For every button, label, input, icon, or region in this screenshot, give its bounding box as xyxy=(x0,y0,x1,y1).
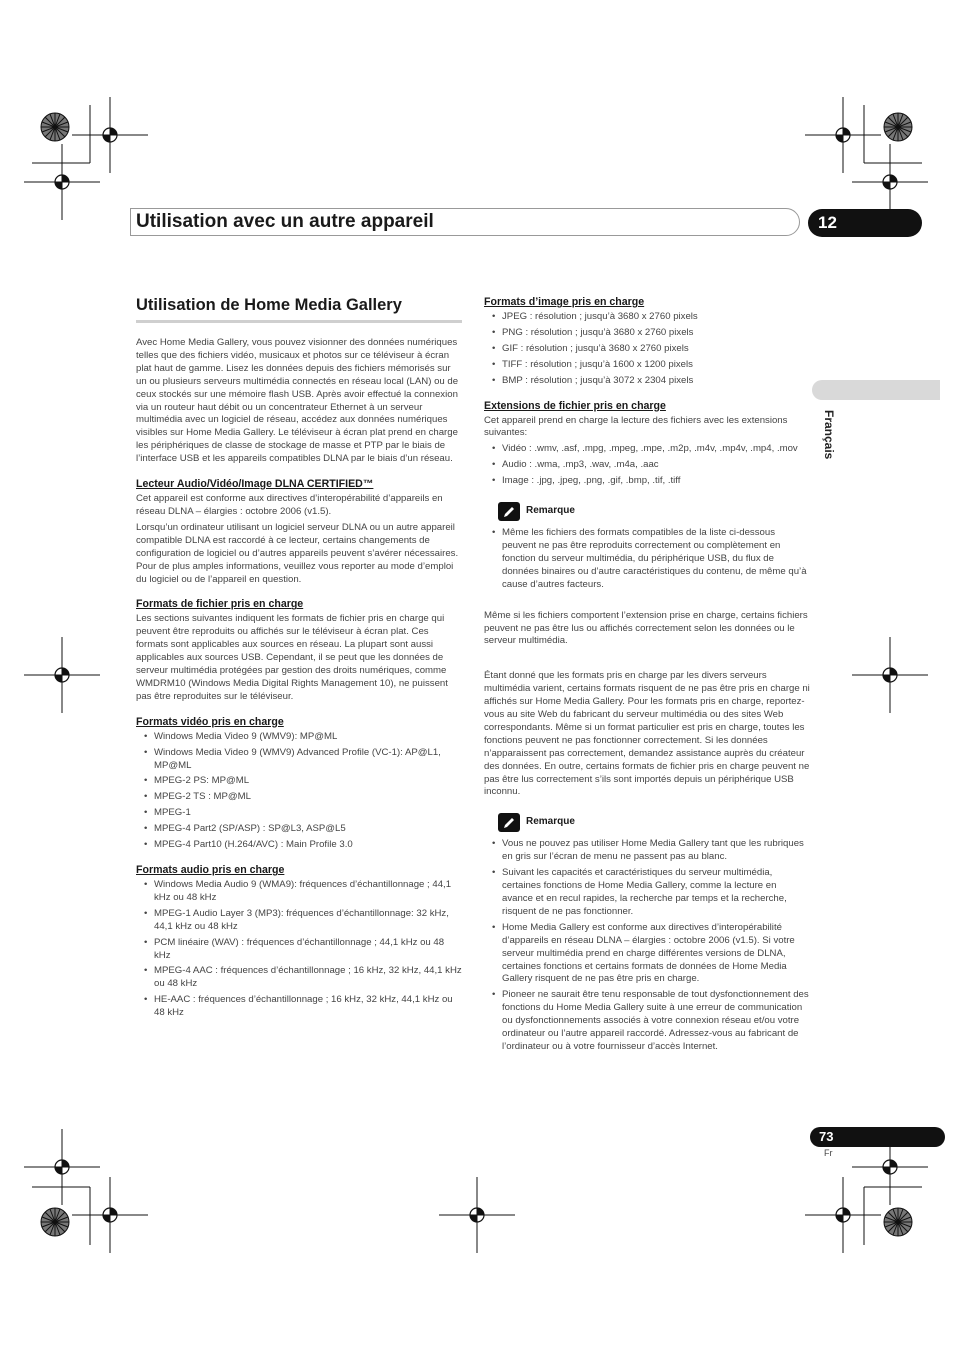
list-item: • Windows Media Video 9 (WMV9) Advanced Profile (VC-1): AP@L1, MP@ML xyxy=(136,747,462,773)
list-item: • PNG : résolution ; jusqu’à 3680 x 2760 pixels xyxy=(484,327,810,340)
note-label: Remarque xyxy=(526,816,575,828)
dlna-paragraph-2: Lorsqu’un ordinateur utilisant un logiciel serveur DLNA ou un autre appareil compatible DLNA est raccordé à ce lecteur, certains changements de configuration de logiciel ou d’autres appareils peuvent s’avérer nécessaires. Pour de plus amples informations, veuillez vous reporter au mode d’emploi du logiciel ou de l’appareil en question. xyxy=(136,521,459,585)
list-item: • Suivant les capacités et caractéristiques du serveur multimédia, certaines fonctions de Home Media Gallery, comme la lecture en avance et en recul rapides, la recherche par temps et la recherche, risquent de ne pas fonctionner. xyxy=(484,867,810,919)
intro-paragraph: Avec Home Media Gallery, vous pouvez visionner des données numériques telles que des fichiers vidéo, musicaux et photos sur ce téléviseur à écran plat haut de gamme. Lisez les données depuis des fichiers mémorisés sur un ou plusieurs serveurs multimédia connectés en réseau local (LAN) ou de ceux stockés sur une mémoire flash USB. Après avoir effectué la connexion via un routeur haut débit ou un concentrateur Ethernet à un serveur multimédia avec un logiciel de réseau, accédez aux données numériques visibles sur Home Media Gallery. Le téléviseur à écran plat prend en charge les périphériques de classe de stockage de masse et PTP par le biais de l’interface USB et les appareils compatibles DLNA par le biais d’un réseau. xyxy=(136,337,459,465)
file-formats-heading: Formats de fichier pris en charge xyxy=(136,598,304,611)
note-list-1 xyxy=(484,527,810,592)
list-item: • MPEG-4 AAC : fréquences d’échantillonnage ; 16 kHz, 32 kHz, 44,1 kHz ou 48 kHz xyxy=(136,965,462,991)
note-label: Remarque xyxy=(526,505,575,517)
list-item: • MPEG-1 Audio Layer 3 (MP3): fréquences d’échantillonnage: 32 kHz, 44,1 kHz ou 48 kHz xyxy=(136,908,462,934)
right-column xyxy=(484,296,810,1057)
note-header-1 xyxy=(498,502,810,521)
video-formats-heading: Formats vidéo pris en charge xyxy=(136,715,284,728)
list-item: • BMP : résolution ; jusqu’à 3072 x 2304 pixels xyxy=(484,375,810,388)
page-header-title: Utilisation avec un autre appareil xyxy=(136,211,434,232)
pencil-note-icon xyxy=(498,502,520,521)
extensions-paragraph: Cet appareil prend en charge la lecture des fichiers avec les extensions suivantes: xyxy=(484,414,788,439)
chapter-number-badge: 12 xyxy=(808,209,922,237)
language-tab xyxy=(812,380,940,400)
list-item: • JPEG : résolution ; jusqu’à 3680 x 2760 pixels xyxy=(484,311,810,324)
compat-paragraph-1: Même si les fichiers comportent l’extension prise en charge, certains fichiers peuvent ne pas être lus ou affichés correctement selon les données ou le serveur multimédia. xyxy=(484,609,808,647)
note-header-2 xyxy=(498,813,810,832)
list-item: • MPEG-1 xyxy=(136,807,462,820)
dlna-paragraph-1: Cet appareil est conforme aux directives d’interopérabilité d’appareils en réseau DLNA – élargies : octobre 2006 (v1.5). xyxy=(136,493,443,517)
list-item: • Audio : .wma, .mp3, .wav, .m4a, .aac xyxy=(484,459,810,472)
page-language-code: Fr xyxy=(824,1148,833,1158)
left-column xyxy=(136,294,462,1023)
audio-formats-heading: Formats audio pris en charge xyxy=(136,864,285,876)
note-list-2 xyxy=(484,838,810,1054)
extensions-list xyxy=(484,443,810,488)
list-item: • Vidéo : .wmv, .asf, .mpg, .mpeg, .mpe, .m2p, .m4v, .mp4v, .mp4, .mov xyxy=(484,443,810,456)
list-item: • TIFF : résolution ; jusqu’à 1600 x 1200 pixels xyxy=(484,359,810,372)
image-formats-list xyxy=(484,311,810,388)
list-item: • MPEG-4 Part2 (SP/ASP) : SP@L3, ASP@L5 xyxy=(136,823,462,836)
list-item: • HE-AAC : fréquences d’échantillonnage ; 16 kHz, 32 kHz, 44,1 kHz ou 48 kHz xyxy=(136,994,462,1020)
video-formats-list xyxy=(136,731,462,852)
dlna-heading: Lecteur Audio/Vidéo/Image DLNA CERTIFIED™ xyxy=(136,478,374,491)
language-label: Français xyxy=(822,410,836,460)
list-item: • Vous ne pouvez pas utiliser Home Media Gallery tant que les rubriques en gris sur l’écran de menu ne passent pas au blanc. xyxy=(484,838,810,864)
list-item: • Home Media Gallery est conforme aux directives d’interopérabilité d’appareils en réseau DLNA – élargies : octobre 2006 (v1.5). Si votre serveur multimédia prend en charge différentes versions de DLNA, certaines fonctions et certains formats de données de Home Media Gallery risquent de ne pas être pris en charge. xyxy=(484,922,810,987)
list-item: • Pioneer ne saurait être tenu responsable de tout dysfonctionnement des fonctions du Home Media Gallery suite à une erreur de communication ou dysfonctionnements associés à votre connexion réseau et/ou votre ordinateur ou l’autre appareil raccordé. Adressez-vous au fabricant de l’ordinateur ou à votre fournisseur d’accès Internet. xyxy=(484,989,810,1054)
list-item: • MPEG-4 Part10 (H.264/AVC) : Main Profile 3.0 xyxy=(136,839,462,852)
compat-paragraph-2: Étant donné que les formats pris en charge par les divers serveurs multimédia varient, certains formats risquent de ne pas être pris en charge ni affichés sur Home Media Gallery. Pour les formats pris en charge, reportez-vous au site Web du fabricant du serveur multimédia ou des sites Web correspondants. Même si un format particulier est pris en charge, toutes les fonctions peuvent ne pas fonctionner correctement. Si les données n’apparaissent pas correctement, demandez assistance auprès du créateur des données. En outre, certains formats de fichier pris en charge peuvent ne pas être lus correctement s’ils sont importés depuis un périphérique USB inconnu. xyxy=(484,670,810,798)
page-number-badge: 73 xyxy=(810,1127,945,1147)
pencil-note-icon xyxy=(498,813,520,832)
audio-formats-list xyxy=(136,879,462,1020)
list-item: • MPEG-2 TS : MP@ML xyxy=(136,791,462,804)
image-formats-heading: Formats d’image pris en charge xyxy=(484,296,645,308)
extensions-heading: Extensions de fichier pris en charge xyxy=(484,399,666,412)
list-item: • Image : .jpg, .jpeg, .png, .gif, .bmp, .tif, .tiff xyxy=(484,475,810,488)
list-item: • PCM linéaire (WAV) : fréquences d’échantillonnage ; 44,1 kHz ou 48 kHz xyxy=(136,937,462,963)
file-formats-paragraph: Les sections suivantes indiquent les formats de fichier pris en charge qui peuvent être reproduits ou affichés sur le téléviseur à écran plat. Ces formats sont applicables aux sources en réseau. La plupart sont aussi applicables aux sources USB. Cependant, il se peut que les données de serveur multimédia protégées par gestion des droits numériques, comme WMDRM10 (Windows Media Digital Rights Management 10), ne puissent pas être reproduites sur le téléviseur. xyxy=(136,613,448,702)
list-item: • MPEG-2 PS: MP@ML xyxy=(136,775,462,788)
section-title: Utilisation de Home Media Gallery xyxy=(136,294,462,323)
list-item: • Windows Media Audio 9 (WMA9): fréquences d’échantillonnage ; 44,1 kHz ou 48 kHz xyxy=(136,879,462,905)
list-item: • Windows Media Video 9 (WMV9): MP@ML xyxy=(136,731,462,744)
list-item: • GIF : résolution ; jusqu’à 3680 x 2760 pixels xyxy=(484,343,810,356)
list-item: • Même les fichiers des formats compatibles de la liste ci-dessous peuvent ne pas être reproduits correctement ou complètement en fonction du serveur multimédia, du périphérique USB, du flux de données binaires ou d’autre caractéristiques du contenu, de même qu’à cause d’autres facteurs. xyxy=(484,527,810,592)
